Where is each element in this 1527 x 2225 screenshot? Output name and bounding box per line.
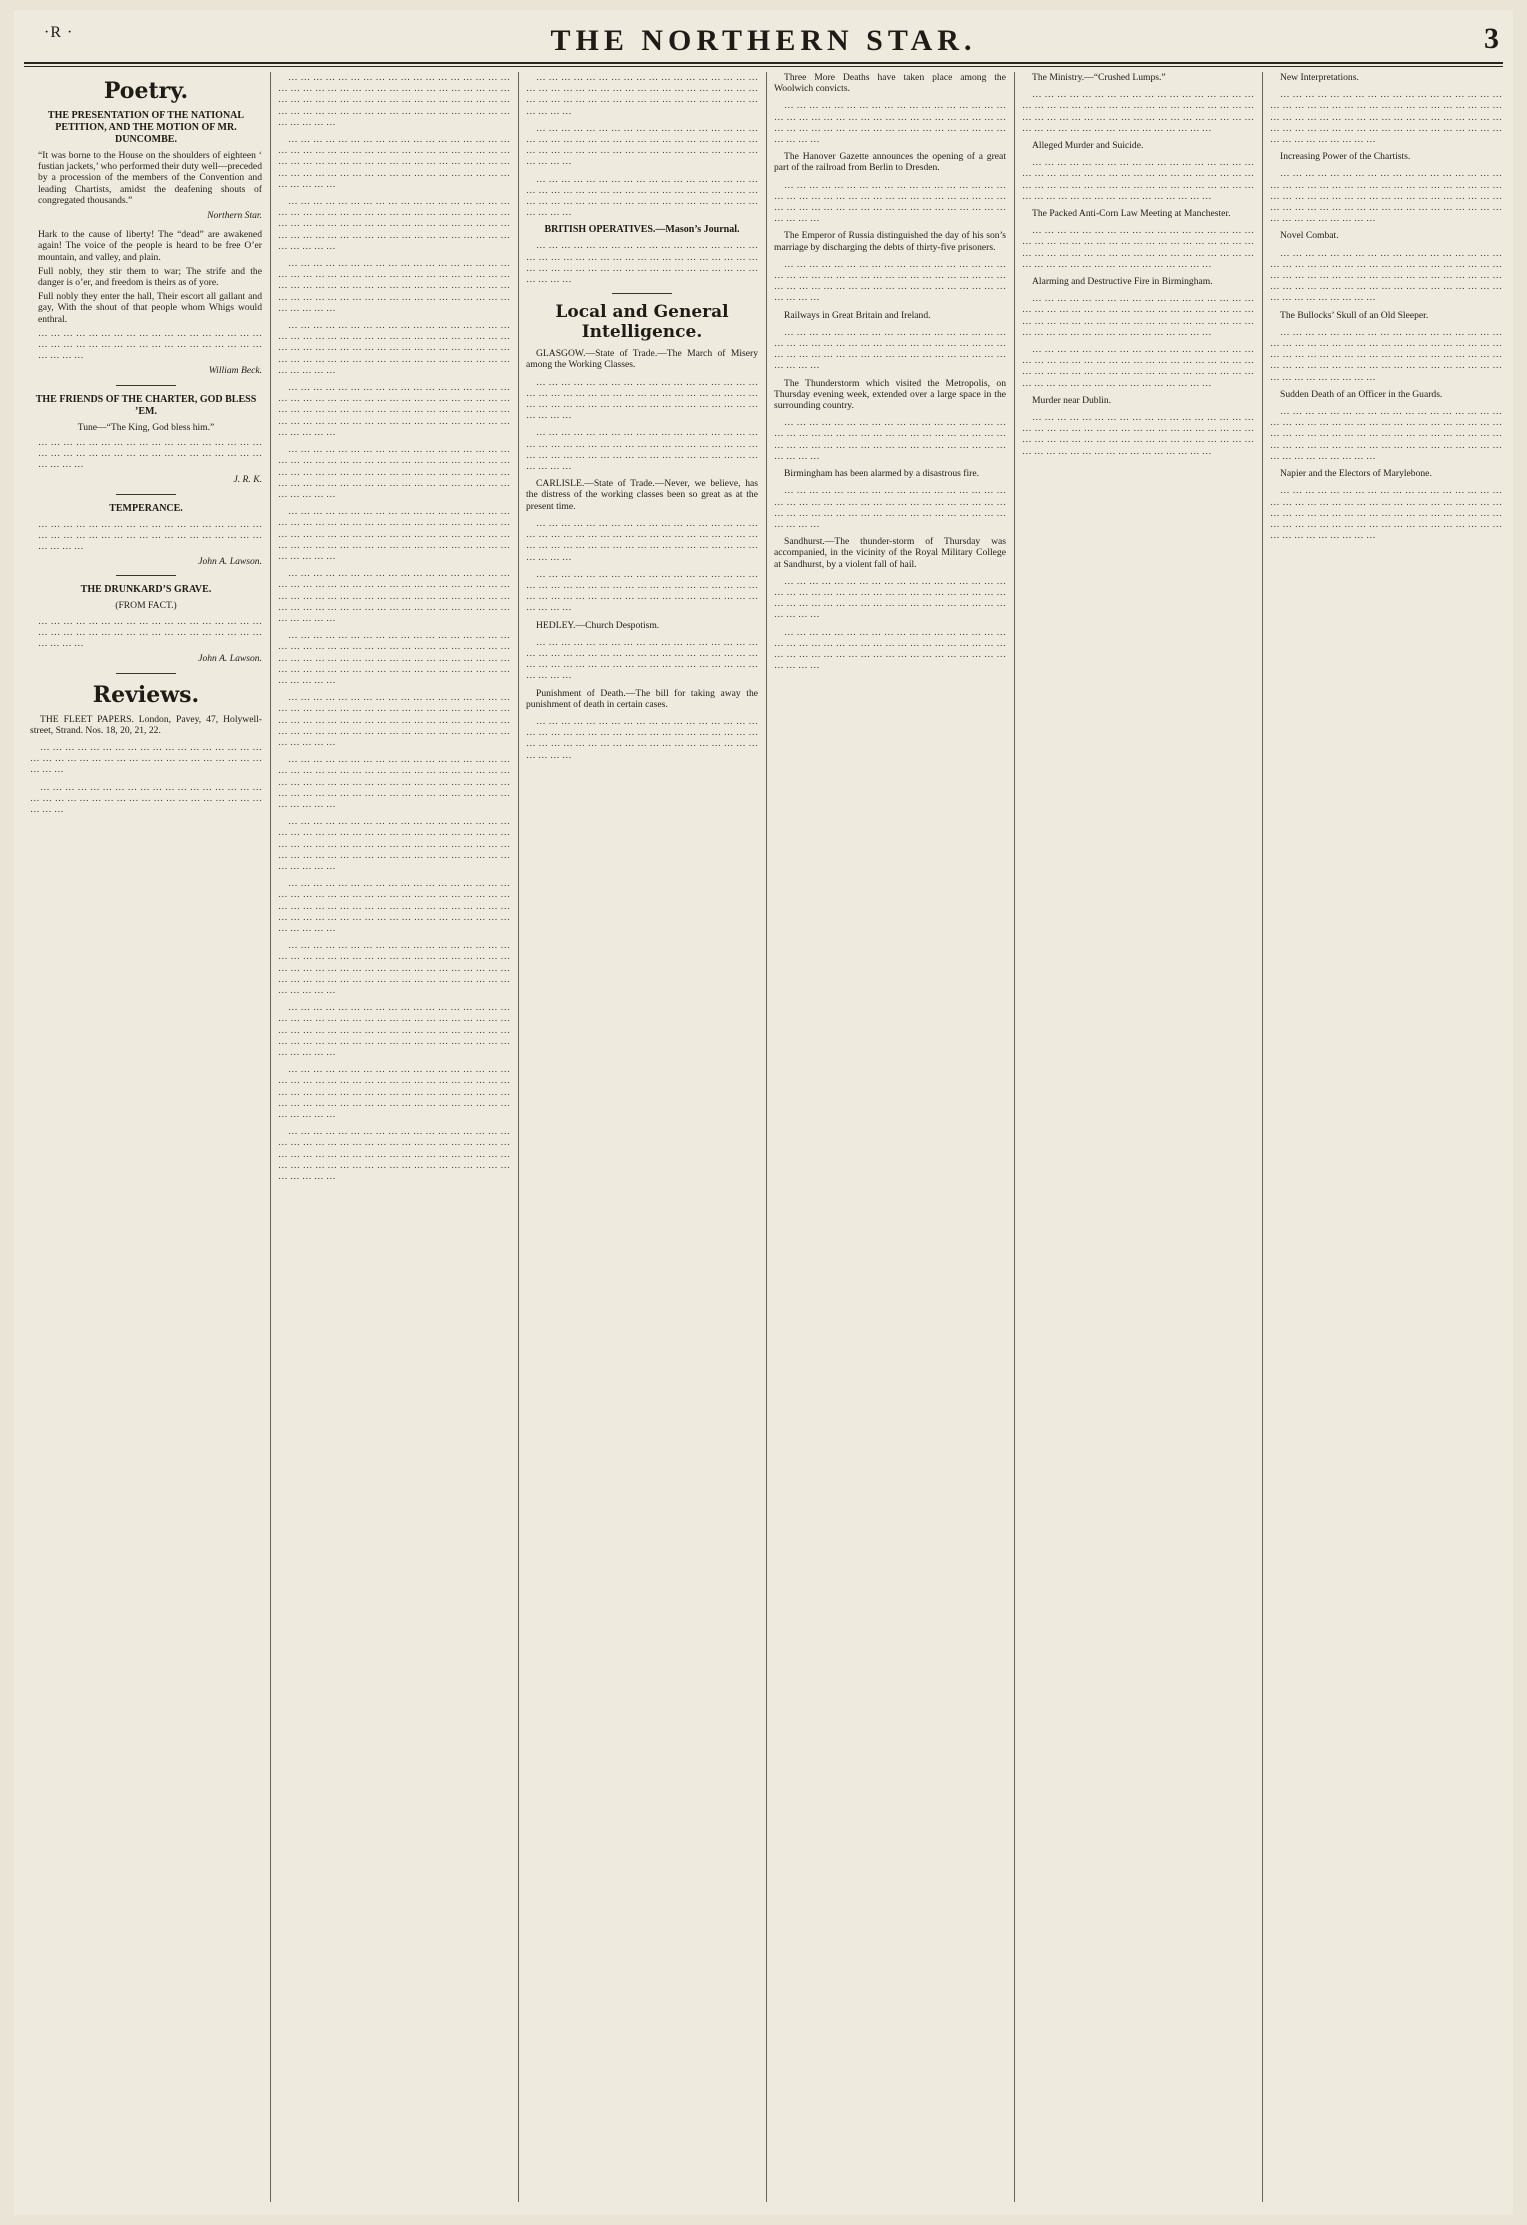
illegible-text: … … … … … … … … … … … … … … … … … … … … … … … … … … … … … … … … … … … … … … … … … … … … … … … … … … … … … … … … … … … … (774, 100, 1006, 146)
poem-stanza: Full nobly they enter the hall, Their escort all gallant and gay, With the shout of that people whom Whigs would enthral. (38, 291, 262, 325)
column-rule (1014, 72, 1015, 2202)
poem-signature: J. R. K. (233, 474, 262, 486)
masthead (14, 10, 1513, 66)
illegible-text: … … … … … … … … … … … … … … … … … … … … … … … … … … … … … … … … … … … … … … … … … … … … … … … … … … … … … … … … … … … … … … … … … … … … … … … … … … … … … … … … (278, 1126, 510, 1183)
illegible-text: … … … … … … … … … … … … … … … … … … … … … … … … … … … … … … … … … … … … … … … … … … … … … … … … … … … … … … … … … … … … … … … … … … … … … … … … … … … … … … … … (278, 816, 510, 872)
news-item: Birmingham has been alarmed by a disastrous fire. (784, 468, 980, 480)
column-rule (1262, 72, 1263, 2202)
illegible-text: … … … … … … … … … … … … … … … … … … … … … … … … … … … … … … … … … … … … … … … … … … … … … … … … … … … … … … … … … … … … … … … … … … … … … … … … … … … … … … … … (278, 320, 510, 376)
news-item: The Bullocks’ Skull of an Old Sleeper. (1280, 309, 1429, 321)
page-number: 3 (1484, 22, 1499, 55)
illegible-text: … … … … … … … … … … … … … … … … … … … … … … … … … … … … … … … … … … … … … … … … … … … … … … … … … … … … … … … … … … … … (526, 568, 758, 614)
poem-title: THE FRIENDS OF THE CHARTER, GOD BLESS ’EM. (35, 393, 257, 417)
illegible-text: … … … … … … … … … … … … … … … … … … … … … … … … … … … … … … … … … … … … … … … … … … … … … … … … … … … … … … … … … … … … … … … … … … … … … … … … … … … … … … … … (278, 692, 510, 748)
illegible-text: … … … … … … … … … … … … … … … … … … … … … … … … … … … … … … … … … … … … … … … … … … … … … … … … … … … … … … … … … … … … (774, 626, 1006, 672)
illegible-text: … … … … … … … … … … … … … … … … … … … … … … … … … … … … … … … … … … … … … … … … … … … … … … … … … … … … … … … … … … … … (774, 485, 1006, 530)
poem-stanza: Full nobly, they stir them to war; The strife and the danger is o’er, and freedom is theirs as of yore. (38, 265, 262, 289)
illegible-text: … … … … … … … … … … … … … … … … … … … … … … … … … … … … … … … … … … … … … … … … … … … … … … … … … … … … … … … … … … … … (526, 517, 758, 563)
illegible-text: … … … … … … … … … … … … … … … … … … … … … … … … … … … … … … … … … … … … … … … … … … … … … … … … … … … … … … … … … … … … … … … … … … … … … … … … … … … … … … … … (278, 754, 510, 810)
news-item: The Packed Anti-Corn Law Meeting at Manchester. (1032, 208, 1231, 220)
illegible-text: … … … … … … … … … … … … … … … … … … … … … … … … … … … … … … … … … … … … … … … … … … … … … … … … … … … … … … … … … … … … … … … … … … … … … … … … … … … … … … … … (278, 878, 510, 935)
news-item: Alleged Murder and Suicide. (1032, 140, 1144, 152)
illegible-text: … … … … … … … … … … … … … … … … … … … … … … … … … … … … … … … … … … … … … … … … … … … … … … … … … … … … … … … … … … … … … … … … … … … … … … … … … … … … … … … … … … … … (1270, 406, 1502, 462)
illegible-text: … … … … … … … … … … … … … … … … … … … … … … … … … … … … … … … … … … … … … … … … … … … … … … … … … … … … … … … … … … … … … … … … … … … … … … … … … … … … … … … … … … … … (1270, 89, 1502, 146)
news-item: Napier and the Electors of Marylebone. (1280, 468, 1432, 480)
illegible-text: … … … … … … … … … … … … … … … … … … … … … … … … … … … … … … … … … … … … … … … … … … … … … … … … … … … … … … … … … … … … … … … … … … … … … … … … … … … … … … … … (278, 630, 510, 686)
poem-tune: Tune—“The King, God bless him.” (77, 421, 215, 433)
illegible-text: … … … … … … … … … … … … … … … … … … … … … … … … … … … … … … … … … … … … … … … … … … … … … … … … … … … … … … … … … … … … (774, 258, 1006, 304)
illegible-text: … … … … … … … … … … … … … … … … … … … … … … … … … … … … … … … … … … … … … … … … … … … … … … … … … … … … … … … … … … … … (526, 636, 758, 682)
illegible-text: … … … … … … … … … … … … … … … … … … … … … … … … … … … … … … … … … … … … … … … … … … … … … … … … … … … … … … … … … … … … … … … … … … … … … … … … (1022, 344, 1254, 389)
illegible-text: … … … … … … … … … … … … … … … … … … … … … … … … … … … … … … … … … … … … … … … … … … … … … … … … … … … … … … … … … … … … … … … … … … … … … … … … (1022, 157, 1254, 202)
illegible-text: … … … … … … … … … … … … … … … … … … … … … … … … … … … … … … … … … … … … … … … … … … … … … … … … … … … … … … … … … … … … (774, 179, 1006, 225)
illegible-text: … … … … … … … … … … … … … … … … … … … … … … … … … … … … … … … … … … … … … … … … (30, 741, 262, 776)
poem-signature: William Beck. (208, 365, 262, 377)
column-2 (278, 72, 510, 2202)
poem-epigraph: “It was borne to the House on the shoulders of eighteen ‘ fustian jackets,’ who performed their duty well—preceded by a procession of the members of the Convention and leading Chartists, amidst the deafening shouts of congregated thousands.” (38, 150, 262, 206)
news-item: GLASGOW.—State of Trade.—The March of Misery among the Working Classes. (526, 348, 758, 371)
news-item: Murder near Dublin. (1032, 394, 1112, 406)
illegible-text: … … … … … … … … … … … … … … … … … … … … … … … … … … … … … … … … … … … … … … … … (38, 327, 262, 362)
poem-title: THE PRESENTATION OF THE NATIONAL PETITION, AND THE MOTION OF MR. DUNCOMBE. (47, 110, 245, 145)
masthead-rule (24, 62, 1503, 64)
news-item: New Interpretations. (1280, 72, 1359, 83)
article-headline: BRITISH OPERATIVES.—Mason’s Journal. (544, 224, 740, 236)
illegible-text: … … … … … … … … … … … … … … … … … … … … … … … … … … … … … … … … … … … … … … … … (38, 615, 262, 650)
news-item: Alarming and Destructive Fire in Birmingham. (1032, 276, 1213, 288)
newspaper-page (14, 10, 1513, 2215)
news-item: Novel Combat. (1280, 230, 1339, 242)
separator (116, 575, 176, 576)
illegible-text: … … … … … … … … … … … … … … … … … … … … … … … … … … … … … … … … … … … … … … … … … … … … … … … … … … … … … … … … … … … … (774, 417, 1006, 462)
illegible-text: … … … … … … … … … … … … … … … … … … … … … … … … … … … … … … … … … … … … … … … … … … … … … … … … … … … … … … … … … … … … … … … … … … … … … … … … … … … … … … … … (278, 1064, 510, 1121)
review-text: THE FLEET PAPERS. London, Pavey, 47, Holywell-street, Strand. Nos. 18, 20, 21, 22. (30, 713, 262, 736)
illegible-text: … … … … … … … … … … … … … … … … … … … … … … … … … … … … … … … … … … … … … … … … … … … … … … … … … … … … … … … … … … … … … … … … … … … … … … … … … … … … … … … … (278, 258, 510, 314)
column-rule (766, 72, 767, 2202)
illegible-text: … … … … … … … … … … … … … … … … … … … … … … … … … … … … … … … … … … … … … … … … … … … … … … … … … … … … … … … … … … … … … … … … … … … … … … … … … … … … … … … … (278, 196, 510, 252)
column-rule (270, 72, 271, 2202)
news-item: The Emperor of Russia distinguished the day of his son’s marriage by discharging the debts of thirty-five prisoners. (774, 230, 1006, 253)
news-item: The Thunderstorm which visited the Metropolis, on Thursday evening week, extended over a large space in the surrounding country. (774, 377, 1006, 412)
poem-signature: John A. Lawson. (198, 556, 262, 568)
illegible-text: … … … … … … … … … … … … … … … … … … … … … … … … … … … … … … … … … … … … … … … … … … … … … … … … … … … … … … … … … … … … (774, 575, 1006, 621)
section-heading-poetry: Poetry. (103, 78, 189, 104)
illegible-text: … … … … … … … … … … … … … … … … … … … … … … … … … … … … … … … … … … … … … … … … … … … … … … … … … … … … … … … … … … … … … … … … … … … … … … … … … … … … … … … … (278, 382, 510, 438)
poem-title: THE DRUNKARD’S GRAVE. (80, 584, 212, 596)
illegible-text: … … … … … … … … … … … … … … … … … … … … … … … … … … … … … … … … … … … … … … … … … … … … … … … … … … … … … … … … … … … … … … … … … … … … … … … … (1022, 225, 1254, 270)
news-item: CARLISLE.—State of Trade.—Never, we believe, has the distress of the working classes been so great as at the present time. (526, 478, 758, 512)
illegible-text: … … … … … … … … … … … … … … … … … … … … … … … … … … … … … … … … … … … … … … … … … … … … … … … … … … … … … … … … … … … … (526, 376, 758, 422)
illegible-text: … … … … … … … … … … … … … … … … … … … … … … … … … … … … … … … … … … … … … … … … … … … … … … … … … … … … … … … … … … … … (526, 122, 758, 168)
section-heading-local-news: Local and General Intelligence. (555, 302, 729, 343)
illegible-text: … … … … … … … … … … … … … … … … … … … … … … … … … … … … … … … … … … … … … … … … (30, 781, 262, 815)
illegible-text: … … … … … … … … … … … … … … … … … … … … … … … … … … … … … … … … … … … … … … … … … … … … … … … … … … … … … … … … … … … … … … … … … … … … … … … … … … … … … … … … … … … … (1270, 485, 1502, 542)
column-5 (1022, 72, 1254, 2202)
separator (612, 293, 672, 294)
illegible-text: … … … … … … … … … … … … … … … … … … … … … … … … … … … … … … … … … … … … … … … … … … … … … … … … … … … … … … … … … … … … … … … … … … … … … … … … … … … … … … … … … … … … (1270, 247, 1502, 304)
column-rule (518, 72, 519, 2202)
separator (116, 673, 176, 674)
column-6 (1270, 72, 1502, 2202)
news-item: Increasing Power of the Chartists. (1280, 151, 1411, 163)
poem-signature: John A. Lawson. (198, 653, 262, 665)
illegible-text: … … … … … … … … … … … … … … … … … … … … … … … … … … … … … … … … … … … … … … … … … … … … … … … … … … … … … … … … … … … … (526, 240, 758, 286)
illegible-text: … … … … … … … … … … … … … … … … … … … … … … … … … … … … … … … … … … … … … … … … … … … … … … … … … … … … … … … … … … … … (526, 427, 758, 473)
news-item: Railways in Great Britain and Ireland. (784, 309, 931, 321)
illegible-text: … … … … … … … … … … … … … … … … … … … … … … … … … … … … … … … … … … … … … … … … … … … … … … … … … … … … … … … … … … … … … … … … … … … … … … … … … … … … … … … … (278, 72, 510, 128)
column-1 (30, 72, 262, 2202)
illegible-text: … … … … … … … … … … … … … … … … … … … … … … … … … … … … … … … … … … … … … … … … … … … … … … … … … … … … … … … … … … … … (774, 326, 1006, 372)
masthead-rule-thin (24, 66, 1503, 67)
illegible-text: … … … … … … … … … … … … … … … … … … … … … … … … … … … … … … … … … … … … … … … … … … … … … … … … … … … … … … … … … … … … (526, 715, 758, 761)
illegible-text: … … … … … … … … … … … … … … … … … … … … … … … … … … … … … … … … … … … … … … … … … … … … … … … … … … … … … … … … … … … … … … … … … … … … … … … … … … … … … … … … (278, 506, 510, 562)
news-item: The Ministry.—“Crushed Lumps.” (1032, 72, 1166, 83)
illegible-text: … … … … … … … … … … … … … … … … … … … … … … … … … … … … … … … … … … … … … … … … … … … … … … … … … … … … … … … … … … … … … … … … … … … … … … … … … … … … … … … … … … … … (1270, 168, 1502, 225)
illegible-text: … … … … … … … … … … … … … … … … … … … … … … … … … … … … … … … … … … … … … … … … … … … … … … … … … … … … … … … … … … … … … … … … … … … … … … … … (1022, 412, 1254, 457)
illegible-text: … … … … … … … … … … … … … … … … … … … … … … … … … … … … … … … … … … … … … … … … … … … … … … … … … … … … … … … … … … … … … … … … … … … … … … … … (1022, 89, 1254, 134)
news-item: Punishment of Death.—The bill for taking away the punishment of death in certain cases. (526, 687, 758, 710)
news-item: Sudden Death of an Officer in the Guards. (1280, 388, 1443, 400)
illegible-text: … … … … … … … … … … … … … … … … … … … … … … … … … … … … … … … … … … … … … … … … … … … … … … … … … … … … … … … … … … … … … … … … … … … … … … … … … … … … … … … … (278, 134, 510, 190)
illegible-text: … … … … … … … … … … … … … … … … … … … … … … … … … … … … … … … … … … … … … … … … … … … … … … … … … … … … … … … … … … … … … … … … … … … … … … … … … … … … … … … … … … … … (1270, 326, 1502, 383)
newspaper-title: THE NORTHERN STAR. (550, 24, 977, 57)
news-item: The Hanover Gazette announces the opening of a great part of the railroad from Berlin to Dresden. (774, 151, 1006, 174)
illegible-text: … … … … … … … … … … … … … … … … … … … … … … … … … … … … … … … … … … … … … … … … … … … … … … … … … … … … … … … … … … … … … … … … … … … … … … … … … … … … … … … … (278, 444, 510, 500)
news-item: HEDLEY.—Church Despotism. (536, 619, 660, 631)
illegible-text: … … … … … … … … … … … … … … … … … … … … … … … … … … … … … … … … … … … … … … … … … … … … … … … … … … … … … … … … … … … … (526, 72, 758, 117)
separator (116, 385, 176, 386)
news-item: Sandhurst.—The thunder-storm of Thursday was accompanied, in the vicinity of the Royal Military College at Sandhurst, by a violent fall of hail. (774, 536, 1006, 570)
illegible-text: … … … … … … … … … … … … … … … … … … … … … … … … … … … … … … … … … … … … … … … … … … … … … … … … … … … … … … … … … … … … … … … … … … … … … … … … … … … … … … … … (278, 568, 510, 624)
poem-title: TEMPERANCE. (109, 502, 183, 514)
section-heading-reviews: Reviews. (92, 681, 200, 708)
illegible-text: … … … … … … … … … … … … … … … … … … … … … … … … … … … … … … … … … … … … … … … … … … … … … … … … … … … … … … … … … … … … (526, 173, 758, 219)
masthead-ornament: ·R · (44, 24, 74, 41)
poem-stanza: Hark to the cause of liberty! The “dead” are awakened again! The voice of the people is heard to be free O’er mountain, and valley, and plain. (38, 229, 262, 263)
illegible-text: … … … … … … … … … … … … … … … … … … … … … … … … … … … … … … … … … … … … … … … … … … … … … … … … … … … … … … … … … … … … … … … … … … … … … … … … … … … … … … … … (278, 1002, 510, 1059)
separator (116, 494, 176, 495)
column-3 (526, 72, 758, 2202)
illegible-text: … … … … … … … … … … … … … … … … … … … … … … … … … … … … … … … … … … … … … … … … (38, 518, 262, 553)
illegible-text: … … … … … … … … … … … … … … … … … … … … … … … … … … … … … … … … … … … … … … … … … … … … … … … … … … … … … … … … … … … … … … … … … … … … … … … … … … … … … … … … (278, 940, 510, 997)
column-4 (774, 72, 1006, 2202)
poem-epigraph-source: Northern Star. (207, 210, 262, 222)
news-item: Three More Deaths have taken place among the Woolwich convicts. (774, 72, 1006, 95)
illegible-text: … … … … … … … … … … … … … … … … … … … … … … … … … … … … … … … … … … … … … … … … (38, 436, 262, 471)
illegible-text: … … … … … … … … … … … … … … … … … … … … … … … … … … … … … … … … … … … … … … … … … … … … … … … … … … … … … … … … … … … … … … … … … … … … … … … … (1022, 293, 1254, 338)
poem-subtitle: (FROM FACT.) (115, 600, 177, 612)
